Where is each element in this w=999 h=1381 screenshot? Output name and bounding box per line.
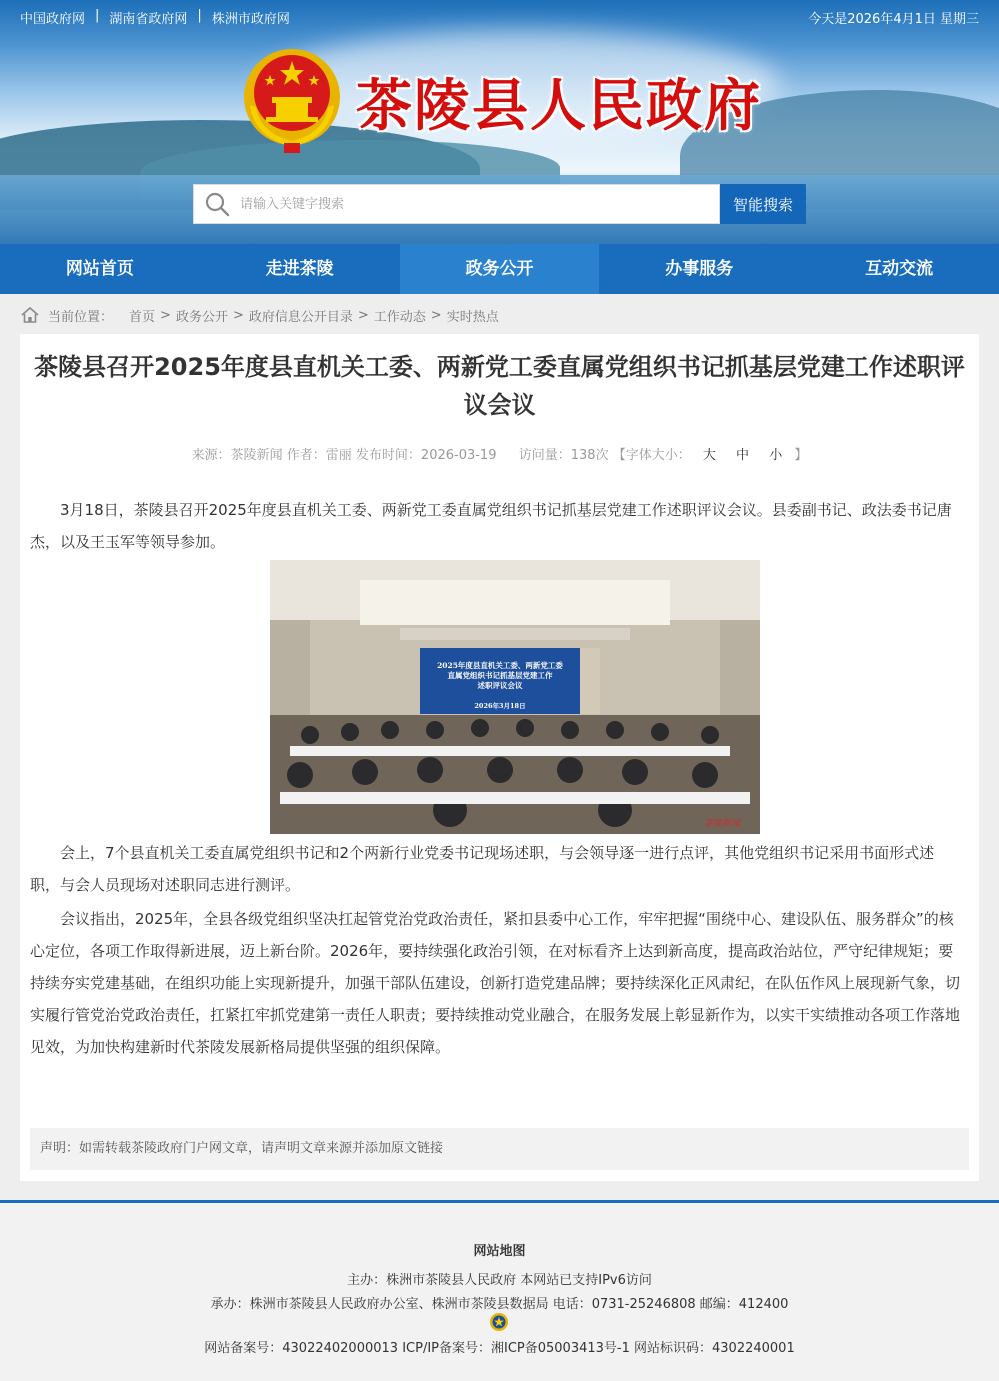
search-icon (204, 191, 230, 217)
search-bar (193, 184, 806, 224)
photo-screen-line-1: 2025年度县直机关工委、两新党工委 (437, 661, 563, 670)
search-box (193, 184, 720, 224)
footer-host: 主办：株洲市茶陵县人民政府 本网站已支持IPv6访问 (347, 1273, 652, 1288)
article-paragraph-2: 会上，7个县直机关工委直属党组织书记和2个两新行业党委书记现场述职，与会领导逐一进行点评，其他党组织书记采用书面形式述职，与会人员现场对述职同志进行测评。 (30, 844, 935, 894)
police-badge-icon[interactable] (489, 1312, 509, 1332)
reprint-notice: 声明：如需转载茶陵政府门户网文章，请声明文章来源并添加原文链接 (30, 1128, 969, 1170)
photo-screen-line-2: 直属党组织书记抓基层党建工作 (447, 671, 553, 680)
article-title: 茶陵县召开2025年度县直机关工委、两新党工委直属党组织书记抓基层党建工作述职评议会议 (34, 353, 965, 419)
nav-item-interaction[interactable]: 互动交流 (865, 259, 934, 279)
meeting-photo (270, 560, 760, 834)
svg-text:茶陵新闻: 茶陵新闻 (703, 819, 740, 829)
main-nav (0, 244, 999, 294)
nav-item-about-chaling[interactable]: 走进茶陵 (265, 259, 334, 279)
meta-font-size-label: 【字体大小： (612, 448, 691, 463)
site-title: 茶陵县人民政府 (356, 73, 762, 139)
font-size-small[interactable]: 小 (769, 448, 783, 463)
link-zhuzhou-gov[interactable]: 株洲市政府网 (211, 12, 290, 27)
photo-screen-line-4: 2026年3月18日 (474, 702, 526, 710)
page-footer (0, 1203, 999, 1381)
footer-icp: 网站备案号：43022402000013 ICP/IP备案号：湘ICP备05003413号-1 网站标识码：4302240001 (204, 1341, 795, 1356)
national-emblem-icon (240, 45, 344, 155)
font-size-medium[interactable]: 中 (736, 448, 750, 463)
breadcrumb (20, 302, 499, 328)
breadcrumb-separator: > (430, 307, 442, 323)
article-paragraph-1: 3月18日，茶陵县召开2025年度县直机关工委、两新党工委直属党组织书记抓基层党建工作述职评议会议。县委副书记、政法委书记唐杰，以及王玉军等领导参加。 (30, 501, 952, 551)
sitemap-link[interactable]: 网站地图 (473, 1244, 526, 1259)
breadcrumb-separator: > (357, 307, 369, 323)
breadcrumb-work-news[interactable]: 工作动态 (373, 309, 426, 325)
photo-screen-line-3: 述职评议会议 (477, 681, 523, 690)
article-card (20, 334, 979, 1181)
top-links (20, 8, 290, 27)
breadcrumb-separator: > (160, 307, 171, 323)
breadcrumb-home[interactable]: 首页 (129, 309, 156, 325)
top-bar (0, 0, 999, 32)
home-icon (20, 306, 40, 324)
link-china-gov[interactable]: 中国政府网 (20, 12, 86, 27)
search-input[interactable] (240, 185, 700, 223)
breadcrumb-separator: > (232, 307, 244, 323)
breadcrumb-government-affairs[interactable]: 政务公开 (175, 309, 228, 325)
nav-item-home[interactable]: 网站首页 (65, 259, 134, 279)
nav-item-services[interactable]: 办事服务 (665, 259, 734, 279)
font-size-large[interactable]: 大 (702, 448, 716, 463)
article-meta (20, 444, 979, 463)
meta-published: 发布时间：2026-03-19 (355, 448, 497, 463)
footer-organizer: 承办：株洲市茶陵县人民政府办公室、株洲市茶陵县数据局 电话：0731-25246808 邮编：412400 (210, 1297, 789, 1312)
link-hunan-gov[interactable]: 湖南省政府网 (109, 12, 188, 27)
meta-font-size-close: 】 (794, 448, 808, 463)
breadcrumb-label: 当前位置： (48, 309, 114, 325)
meta-views: 访问量：138次 (518, 448, 609, 463)
smart-search-button[interactable]: 智能搜索 (720, 184, 806, 224)
article-paragraph-3: 会议指出，2025年，全县各级党组织坚决扛起管党治党政治责任，紧扣县委中心工作，牢牢把握“围绕中心、建设队伍、服务群众”的核心定位，各项工作取得新进展，迈上新台阶。2026年，要持续强化政治引领，在对标看齐上达到新高度，提高政治站位，严守纪律规矩；要持续夯实党建基础，在组织功能上实现新提升，加强干部队伍建设，创新打造党建品牌；要持续深化正风肃纪，在队伍作风上展现新气象，切实履行管党治党政治责任，扛紧扛牢抓党建第一责任人职责；要持续推动党业融合，在服务发展上彰显新作为，以实干实绩推动各项工作落地见效，为加快构建新时代茶陵发展新格局提供坚强的组织保障。 (30, 910, 961, 1056)
top-link-separator: | (95, 8, 100, 23)
breadcrumb-info-catalog[interactable]: 政府信息公开目录 (248, 309, 353, 325)
page-header (0, 0, 999, 244)
top-link-separator: | (197, 8, 202, 23)
today-date: 今天是2026年4月1日 星期三 (808, 12, 979, 27)
breadcrumb-hot-topics[interactable]: 实时热点 (446, 309, 499, 325)
meta-author: 作者：雷丽 (286, 448, 352, 463)
meta-source: 来源：茶陵新闻 (191, 448, 283, 463)
nav-item-government-affairs[interactable]: 政务公开 (400, 244, 600, 294)
